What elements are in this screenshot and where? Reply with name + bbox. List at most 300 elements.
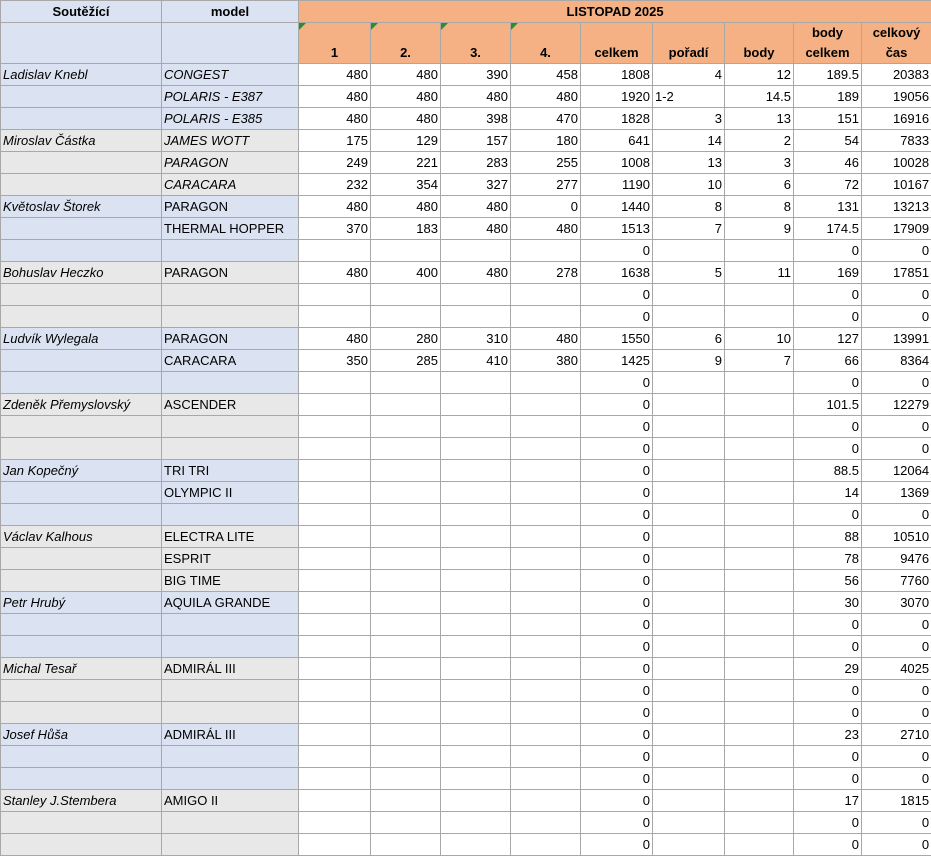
total-points-cell[interactable]: 0 bbox=[794, 504, 862, 526]
total-points-cell[interactable]: 88 bbox=[794, 526, 862, 548]
contestant-cell[interactable]: Josef Hůša bbox=[1, 724, 162, 746]
points-cell[interactable]: 7 bbox=[725, 350, 794, 372]
total-time-cell[interactable]: 0 bbox=[862, 834, 931, 856]
total-time-cell[interactable]: 12064 bbox=[862, 460, 931, 482]
total-points-cell[interactable]: 0 bbox=[794, 812, 862, 834]
total-cell[interactable]: 1513 bbox=[581, 218, 653, 240]
points-cell[interactable] bbox=[725, 548, 794, 570]
round-4-cell[interactable] bbox=[511, 702, 581, 724]
round-2-cell[interactable] bbox=[371, 790, 441, 812]
total-time-cell[interactable]: 0 bbox=[862, 636, 931, 658]
total-cell[interactable]: 0 bbox=[581, 812, 653, 834]
total-cell[interactable]: 0 bbox=[581, 548, 653, 570]
points-cell[interactable] bbox=[725, 482, 794, 504]
round-2-cell[interactable] bbox=[371, 834, 441, 856]
total-time-cell[interactable]: 13991 bbox=[862, 328, 931, 350]
points-cell[interactable]: 6 bbox=[725, 174, 794, 196]
round-4-cell[interactable] bbox=[511, 504, 581, 526]
points-cell[interactable] bbox=[725, 240, 794, 262]
model-cell[interactable] bbox=[162, 812, 299, 834]
round-1-cell[interactable]: 232 bbox=[299, 174, 371, 196]
points-cell[interactable] bbox=[725, 284, 794, 306]
model-cell[interactable]: PARAGON bbox=[162, 262, 299, 284]
rank-cell[interactable] bbox=[653, 636, 725, 658]
rank-cell[interactable]: 1-2 bbox=[653, 86, 725, 108]
rank-cell[interactable] bbox=[653, 438, 725, 460]
round-2-cell[interactable] bbox=[371, 284, 441, 306]
model-cell[interactable] bbox=[162, 504, 299, 526]
total-time-cell[interactable]: 0 bbox=[862, 812, 931, 834]
total-time-cell[interactable]: 0 bbox=[862, 438, 931, 460]
round-2-cell[interactable] bbox=[371, 812, 441, 834]
round-1-cell[interactable] bbox=[299, 438, 371, 460]
model-cell[interactable]: ESPRIT bbox=[162, 548, 299, 570]
round-4-cell[interactable]: 255 bbox=[511, 152, 581, 174]
points-cell[interactable]: 14.5 bbox=[725, 86, 794, 108]
round-1-cell[interactable] bbox=[299, 592, 371, 614]
model-cell[interactable]: CARACARA bbox=[162, 174, 299, 196]
total-points-cell[interactable]: 174.5 bbox=[794, 218, 862, 240]
round-1-cell[interactable] bbox=[299, 636, 371, 658]
round-2-cell[interactable] bbox=[371, 416, 441, 438]
round-4-cell[interactable] bbox=[511, 592, 581, 614]
rank-cell[interactable] bbox=[653, 790, 725, 812]
round-2-cell[interactable]: 221 bbox=[371, 152, 441, 174]
total-cell[interactable]: 641 bbox=[581, 130, 653, 152]
rank-cell[interactable] bbox=[653, 394, 725, 416]
total-points-cell[interactable]: 17 bbox=[794, 790, 862, 812]
model-cell[interactable] bbox=[162, 746, 299, 768]
model-cell[interactable] bbox=[162, 416, 299, 438]
total-cell[interactable]: 0 bbox=[581, 416, 653, 438]
round-2-cell[interactable]: 129 bbox=[371, 130, 441, 152]
total-time-cell[interactable]: 0 bbox=[862, 680, 931, 702]
round-4-cell[interactable] bbox=[511, 614, 581, 636]
total-points-cell[interactable]: 0 bbox=[794, 834, 862, 856]
total-points-cell[interactable]: 151 bbox=[794, 108, 862, 130]
total-cell[interactable]: 1425 bbox=[581, 350, 653, 372]
round-1-cell[interactable] bbox=[299, 284, 371, 306]
total-time-cell[interactable]: 10167 bbox=[862, 174, 931, 196]
total-cell[interactable]: 1440 bbox=[581, 196, 653, 218]
round-1-cell[interactable]: 480 bbox=[299, 328, 371, 350]
round-4-cell[interactable] bbox=[511, 834, 581, 856]
points-cell[interactable] bbox=[725, 592, 794, 614]
round-2-cell[interactable] bbox=[371, 526, 441, 548]
contestant-cell[interactable]: Jan Kopečný bbox=[1, 460, 162, 482]
total-time-cell[interactable]: 2710 bbox=[862, 724, 931, 746]
contestant-cell[interactable] bbox=[1, 108, 162, 130]
model-cell[interactable]: JAMES WOTT bbox=[162, 130, 299, 152]
round-1-cell[interactable]: 480 bbox=[299, 196, 371, 218]
round-3-cell[interactable] bbox=[441, 284, 511, 306]
total-points-cell[interactable]: 0 bbox=[794, 372, 862, 394]
total-cell[interactable]: 1190 bbox=[581, 174, 653, 196]
round-2-cell[interactable] bbox=[371, 746, 441, 768]
contestant-cell[interactable]: Václav Kalhous bbox=[1, 526, 162, 548]
round-2-cell[interactable]: 480 bbox=[371, 64, 441, 86]
round-3-cell[interactable] bbox=[441, 394, 511, 416]
points-cell[interactable] bbox=[725, 680, 794, 702]
round-2-cell[interactable] bbox=[371, 724, 441, 746]
round-1-cell[interactable]: 480 bbox=[299, 262, 371, 284]
total-cell[interactable]: 1008 bbox=[581, 152, 653, 174]
total-points-cell[interactable]: 88.5 bbox=[794, 460, 862, 482]
round-1-cell[interactable] bbox=[299, 812, 371, 834]
round-2-cell[interactable]: 280 bbox=[371, 328, 441, 350]
rank-cell[interactable] bbox=[653, 306, 725, 328]
round-2-cell[interactable] bbox=[371, 592, 441, 614]
round-3-cell[interactable] bbox=[441, 790, 511, 812]
round-3-cell[interactable] bbox=[441, 306, 511, 328]
round-4-cell[interactable]: 470 bbox=[511, 108, 581, 130]
points-cell[interactable] bbox=[725, 372, 794, 394]
total-cell[interactable]: 0 bbox=[581, 394, 653, 416]
rank-cell[interactable] bbox=[653, 416, 725, 438]
round-1-cell[interactable]: 480 bbox=[299, 86, 371, 108]
round-2-cell[interactable] bbox=[371, 614, 441, 636]
round-1-cell[interactable] bbox=[299, 570, 371, 592]
round-1-cell[interactable] bbox=[299, 394, 371, 416]
header-contestant[interactable]: Soutěžící bbox=[1, 1, 162, 23]
model-cell[interactable]: AQUILA GRANDE bbox=[162, 592, 299, 614]
model-cell[interactable] bbox=[162, 834, 299, 856]
round-1-cell[interactable] bbox=[299, 680, 371, 702]
rank-cell[interactable]: 6 bbox=[653, 328, 725, 350]
round-3-cell[interactable]: 327 bbox=[441, 174, 511, 196]
points-cell[interactable]: 9 bbox=[725, 218, 794, 240]
round-1-cell[interactable] bbox=[299, 460, 371, 482]
total-cell[interactable]: 0 bbox=[581, 768, 653, 790]
model-cell[interactable]: CARACARA bbox=[162, 350, 299, 372]
total-points-cell[interactable]: 46 bbox=[794, 152, 862, 174]
points-cell[interactable] bbox=[725, 306, 794, 328]
rank-cell[interactable] bbox=[653, 570, 725, 592]
total-points-cell[interactable]: 0 bbox=[794, 416, 862, 438]
model-cell[interactable]: BIG TIME bbox=[162, 570, 299, 592]
total-time-cell[interactable]: 0 bbox=[862, 240, 931, 262]
total-cell[interactable]: 0 bbox=[581, 636, 653, 658]
rank-cell[interactable] bbox=[653, 658, 725, 680]
round-2-cell[interactable] bbox=[371, 548, 441, 570]
contestant-cell[interactable] bbox=[1, 416, 162, 438]
contestant-cell[interactable] bbox=[1, 152, 162, 174]
contestant-cell[interactable] bbox=[1, 746, 162, 768]
round-3-cell[interactable] bbox=[441, 372, 511, 394]
round-3-cell[interactable] bbox=[441, 636, 511, 658]
round-3-cell[interactable]: 410 bbox=[441, 350, 511, 372]
header-round-2[interactable]: 2. bbox=[371, 23, 441, 64]
total-points-cell[interactable]: 0 bbox=[794, 702, 862, 724]
round-4-cell[interactable]: 0 bbox=[511, 196, 581, 218]
contestant-cell[interactable] bbox=[1, 570, 162, 592]
total-points-cell[interactable]: 169 bbox=[794, 262, 862, 284]
round-4-cell[interactable]: 278 bbox=[511, 262, 581, 284]
header-rank[interactable]: pořadí bbox=[653, 23, 725, 64]
total-time-cell[interactable]: 0 bbox=[862, 768, 931, 790]
round-2-cell[interactable] bbox=[371, 680, 441, 702]
points-cell[interactable] bbox=[725, 768, 794, 790]
round-3-cell[interactable] bbox=[441, 438, 511, 460]
round-4-cell[interactable] bbox=[511, 240, 581, 262]
round-4-cell[interactable] bbox=[511, 416, 581, 438]
round-1-cell[interactable]: 480 bbox=[299, 64, 371, 86]
points-cell[interactable] bbox=[725, 460, 794, 482]
points-cell[interactable]: 2 bbox=[725, 130, 794, 152]
round-4-cell[interactable] bbox=[511, 394, 581, 416]
total-points-cell[interactable]: 0 bbox=[794, 768, 862, 790]
rank-cell[interactable]: 7 bbox=[653, 218, 725, 240]
round-1-cell[interactable] bbox=[299, 548, 371, 570]
total-cell[interactable]: 0 bbox=[581, 526, 653, 548]
round-3-cell[interactable]: 398 bbox=[441, 108, 511, 130]
round-2-cell[interactable] bbox=[371, 306, 441, 328]
round-1-cell[interactable] bbox=[299, 240, 371, 262]
round-3-cell[interactable]: 390 bbox=[441, 64, 511, 86]
round-3-cell[interactable] bbox=[441, 482, 511, 504]
total-points-cell[interactable]: 189.5 bbox=[794, 64, 862, 86]
round-2-cell[interactable] bbox=[371, 240, 441, 262]
points-cell[interactable] bbox=[725, 614, 794, 636]
points-cell[interactable] bbox=[725, 504, 794, 526]
total-points-cell[interactable]: 29 bbox=[794, 658, 862, 680]
round-3-cell[interactable] bbox=[441, 526, 511, 548]
round-1-cell[interactable]: 249 bbox=[299, 152, 371, 174]
round-1-cell[interactable]: 350 bbox=[299, 350, 371, 372]
round-3-cell[interactable]: 480 bbox=[441, 262, 511, 284]
model-cell[interactable]: CONGEST bbox=[162, 64, 299, 86]
total-points-cell[interactable]: 0 bbox=[794, 438, 862, 460]
total-time-cell[interactable]: 7760 bbox=[862, 570, 931, 592]
round-4-cell[interactable]: 480 bbox=[511, 328, 581, 350]
contestant-cell[interactable]: Michal Tesař bbox=[1, 658, 162, 680]
model-cell[interactable]: PARAGON bbox=[162, 196, 299, 218]
header-month[interactable]: LISTOPAD 2025 bbox=[299, 1, 931, 23]
round-1-cell[interactable] bbox=[299, 702, 371, 724]
contestant-cell[interactable]: Zdeněk Přemyslovský bbox=[1, 394, 162, 416]
total-cell[interactable]: 0 bbox=[581, 438, 653, 460]
contestant-cell[interactable] bbox=[1, 284, 162, 306]
round-1-cell[interactable]: 175 bbox=[299, 130, 371, 152]
points-cell[interactable] bbox=[725, 812, 794, 834]
total-points-cell[interactable]: 101.5 bbox=[794, 394, 862, 416]
total-time-cell[interactable]: 0 bbox=[862, 416, 931, 438]
points-cell[interactable] bbox=[725, 526, 794, 548]
contestant-cell[interactable]: Petr Hrubý bbox=[1, 592, 162, 614]
total-cell[interactable]: 0 bbox=[581, 724, 653, 746]
points-cell[interactable] bbox=[725, 570, 794, 592]
contestant-cell[interactable] bbox=[1, 306, 162, 328]
round-3-cell[interactable] bbox=[441, 680, 511, 702]
round-4-cell[interactable] bbox=[511, 438, 581, 460]
contestant-cell[interactable] bbox=[1, 548, 162, 570]
round-3-cell[interactable] bbox=[441, 724, 511, 746]
round-2-cell[interactable] bbox=[371, 482, 441, 504]
round-4-cell[interactable]: 180 bbox=[511, 130, 581, 152]
round-1-cell[interactable] bbox=[299, 746, 371, 768]
round-4-cell[interactable] bbox=[511, 526, 581, 548]
round-3-cell[interactable]: 480 bbox=[441, 218, 511, 240]
rank-cell[interactable]: 10 bbox=[653, 174, 725, 196]
model-cell[interactable]: ADMIRÁL III bbox=[162, 724, 299, 746]
rank-cell[interactable]: 5 bbox=[653, 262, 725, 284]
model-cell[interactable]: THERMAL HOPPER bbox=[162, 218, 299, 240]
total-points-cell[interactable]: 78 bbox=[794, 548, 862, 570]
round-4-cell[interactable] bbox=[511, 482, 581, 504]
points-cell[interactable]: 12 bbox=[725, 64, 794, 86]
points-cell[interactable] bbox=[725, 394, 794, 416]
total-time-cell[interactable]: 0 bbox=[862, 372, 931, 394]
round-4-cell[interactable] bbox=[511, 680, 581, 702]
round-4-cell[interactable] bbox=[511, 460, 581, 482]
contestant-cell[interactable] bbox=[1, 350, 162, 372]
round-4-cell[interactable]: 480 bbox=[511, 86, 581, 108]
rank-cell[interactable]: 13 bbox=[653, 152, 725, 174]
rank-cell[interactable] bbox=[653, 240, 725, 262]
model-cell[interactable] bbox=[162, 680, 299, 702]
rank-cell[interactable] bbox=[653, 702, 725, 724]
total-points-cell[interactable]: 0 bbox=[794, 614, 862, 636]
model-cell[interactable]: PARAGON bbox=[162, 328, 299, 350]
total-cell[interactable]: 0 bbox=[581, 702, 653, 724]
header-round-1[interactable]: 1 bbox=[299, 23, 371, 64]
points-cell[interactable]: 3 bbox=[725, 152, 794, 174]
round-4-cell[interactable]: 458 bbox=[511, 64, 581, 86]
model-cell[interactable]: ASCENDER bbox=[162, 394, 299, 416]
round-2-cell[interactable] bbox=[371, 372, 441, 394]
total-points-cell[interactable]: 0 bbox=[794, 306, 862, 328]
total-points-cell[interactable]: 0 bbox=[794, 240, 862, 262]
round-4-cell[interactable] bbox=[511, 306, 581, 328]
total-cell[interactable]: 0 bbox=[581, 372, 653, 394]
round-4-cell[interactable]: 277 bbox=[511, 174, 581, 196]
total-cell[interactable]: 0 bbox=[581, 570, 653, 592]
total-cell[interactable]: 1638 bbox=[581, 262, 653, 284]
contestant-cell[interactable] bbox=[1, 680, 162, 702]
round-4-cell[interactable] bbox=[511, 570, 581, 592]
model-cell[interactable]: ADMIRÁL III bbox=[162, 658, 299, 680]
round-4-cell[interactable] bbox=[511, 636, 581, 658]
contestant-cell[interactable] bbox=[1, 812, 162, 834]
round-2-cell[interactable]: 285 bbox=[371, 350, 441, 372]
header-round-3[interactable]: 3. bbox=[441, 23, 511, 64]
round-1-cell[interactable] bbox=[299, 790, 371, 812]
round-1-cell[interactable] bbox=[299, 306, 371, 328]
points-cell[interactable] bbox=[725, 658, 794, 680]
rank-cell[interactable] bbox=[653, 680, 725, 702]
total-points-cell[interactable]: 0 bbox=[794, 680, 862, 702]
round-3-cell[interactable]: 480 bbox=[441, 86, 511, 108]
total-time-cell[interactable]: 0 bbox=[862, 614, 931, 636]
total-points-cell[interactable]: 0 bbox=[794, 284, 862, 306]
total-points-cell[interactable]: 23 bbox=[794, 724, 862, 746]
contestant-cell[interactable] bbox=[1, 834, 162, 856]
round-1-cell[interactable] bbox=[299, 658, 371, 680]
round-2-cell[interactable] bbox=[371, 394, 441, 416]
round-3-cell[interactable] bbox=[441, 548, 511, 570]
round-3-cell[interactable]: 480 bbox=[441, 196, 511, 218]
points-cell[interactable] bbox=[725, 790, 794, 812]
model-cell[interactable] bbox=[162, 306, 299, 328]
contestant-cell[interactable]: Květoslav Štorek bbox=[1, 196, 162, 218]
rank-cell[interactable] bbox=[653, 504, 725, 526]
total-cell[interactable]: 0 bbox=[581, 746, 653, 768]
total-points-cell[interactable]: 131 bbox=[794, 196, 862, 218]
round-1-cell[interactable] bbox=[299, 614, 371, 636]
header-model[interactable]: model bbox=[162, 1, 299, 23]
header-empty-cell[interactable] bbox=[1, 23, 162, 64]
round-2-cell[interactable] bbox=[371, 460, 441, 482]
round-1-cell[interactable] bbox=[299, 724, 371, 746]
round-3-cell[interactable] bbox=[441, 768, 511, 790]
total-time-cell[interactable]: 3070 bbox=[862, 592, 931, 614]
round-3-cell[interactable] bbox=[441, 240, 511, 262]
contestant-cell[interactable]: Miroslav Částka bbox=[1, 130, 162, 152]
model-cell[interactable] bbox=[162, 372, 299, 394]
points-cell[interactable] bbox=[725, 724, 794, 746]
rank-cell[interactable]: 14 bbox=[653, 130, 725, 152]
model-cell[interactable]: POLARIS - E387 bbox=[162, 86, 299, 108]
contestant-cell[interactable] bbox=[1, 438, 162, 460]
header-empty-cell[interactable] bbox=[162, 23, 299, 64]
round-4-cell[interactable] bbox=[511, 790, 581, 812]
rank-cell[interactable] bbox=[653, 526, 725, 548]
contestant-cell[interactable]: Ludvík Wylegala bbox=[1, 328, 162, 350]
round-4-cell[interactable] bbox=[511, 746, 581, 768]
total-cell[interactable]: 0 bbox=[581, 658, 653, 680]
contestant-cell[interactable] bbox=[1, 86, 162, 108]
round-2-cell[interactable] bbox=[371, 636, 441, 658]
total-time-cell[interactable]: 0 bbox=[862, 284, 931, 306]
round-2-cell[interactable]: 400 bbox=[371, 262, 441, 284]
points-cell[interactable]: 13 bbox=[725, 108, 794, 130]
round-4-cell[interactable]: 380 bbox=[511, 350, 581, 372]
round-1-cell[interactable] bbox=[299, 834, 371, 856]
round-4-cell[interactable] bbox=[511, 768, 581, 790]
rank-cell[interactable] bbox=[653, 746, 725, 768]
round-3-cell[interactable] bbox=[441, 504, 511, 526]
rank-cell[interactable] bbox=[653, 372, 725, 394]
points-cell[interactable] bbox=[725, 746, 794, 768]
total-cell[interactable]: 0 bbox=[581, 482, 653, 504]
round-2-cell[interactable]: 480 bbox=[371, 86, 441, 108]
header-total-points[interactable]: body celkem bbox=[794, 23, 862, 64]
contestant-cell[interactable]: Stanley J.Stembera bbox=[1, 790, 162, 812]
contestant-cell[interactable] bbox=[1, 768, 162, 790]
header-round-4[interactable]: 4. bbox=[511, 23, 581, 64]
total-time-cell[interactable]: 8364 bbox=[862, 350, 931, 372]
contestant-cell[interactable] bbox=[1, 240, 162, 262]
contestant-cell[interactable] bbox=[1, 218, 162, 240]
points-cell[interactable] bbox=[725, 636, 794, 658]
points-cell[interactable]: 8 bbox=[725, 196, 794, 218]
total-points-cell[interactable]: 14 bbox=[794, 482, 862, 504]
round-1-cell[interactable] bbox=[299, 416, 371, 438]
total-time-cell[interactable]: 20383 bbox=[862, 64, 931, 86]
round-1-cell[interactable] bbox=[299, 482, 371, 504]
rank-cell[interactable] bbox=[653, 592, 725, 614]
total-points-cell[interactable]: 66 bbox=[794, 350, 862, 372]
round-4-cell[interactable] bbox=[511, 548, 581, 570]
rank-cell[interactable]: 4 bbox=[653, 64, 725, 86]
round-4-cell[interactable] bbox=[511, 812, 581, 834]
round-3-cell[interactable] bbox=[441, 658, 511, 680]
round-1-cell[interactable] bbox=[299, 372, 371, 394]
total-cell[interactable]: 0 bbox=[581, 680, 653, 702]
total-time-cell[interactable]: 7833 bbox=[862, 130, 931, 152]
model-cell[interactable]: ELECTRA LITE bbox=[162, 526, 299, 548]
points-cell[interactable] bbox=[725, 438, 794, 460]
